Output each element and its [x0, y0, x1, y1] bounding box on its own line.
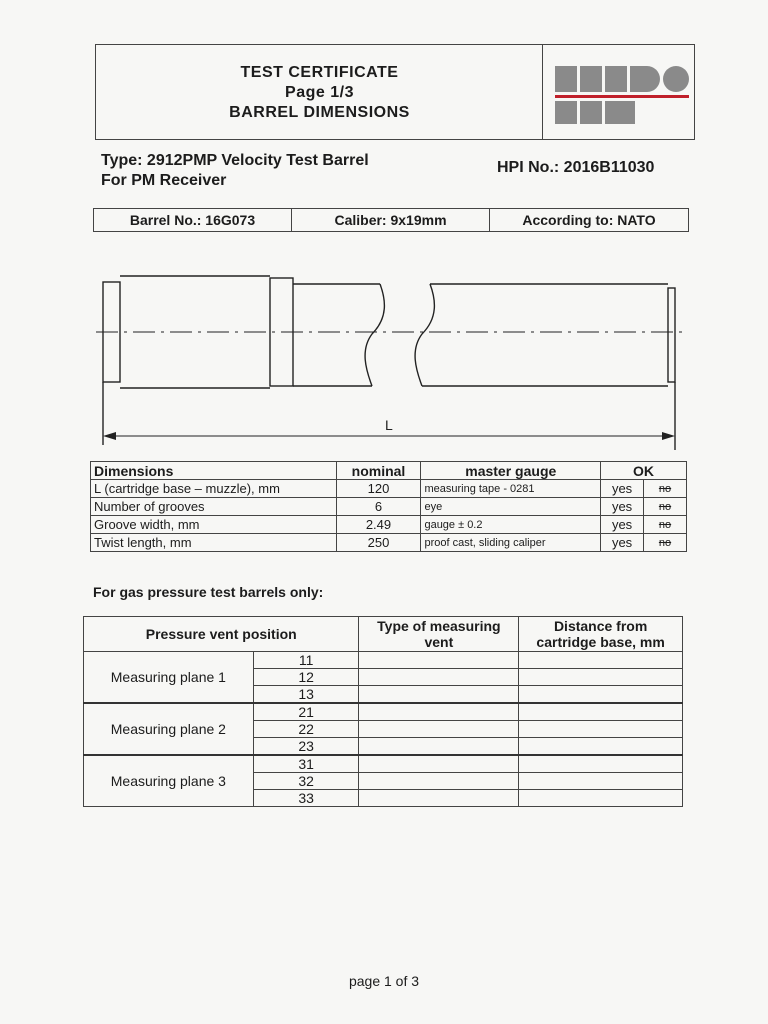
vent-number: 32 [253, 773, 359, 790]
nominal-value: 120 [336, 480, 421, 498]
table-row [91, 480, 687, 498]
measuring-plane-label: Measuring plane 1 [84, 652, 254, 704]
ok-header: OK [601, 462, 687, 480]
receiver-type: For PM Receiver [101, 172, 227, 189]
info-row [93, 208, 689, 232]
gas-pressure-table [83, 616, 683, 807]
ok-yes: yes [601, 534, 644, 552]
gas-section-label: For gas pressure test barrels only: [93, 584, 324, 600]
table-row [91, 534, 687, 552]
according-to: According to: NATO [522, 212, 656, 228]
vent-number: 33 [253, 790, 359, 807]
table-row [84, 652, 683, 669]
ok-no: no [644, 480, 687, 498]
dimension-name: Twist length, mm [91, 534, 337, 552]
dimensions-header: Dimensions [91, 462, 337, 480]
page-footer: page 1 of 3 [348, 973, 420, 989]
vent-type-header: Type of measuring vent [359, 617, 519, 652]
vent-number: 22 [253, 721, 359, 738]
vent-number: 23 [253, 738, 359, 756]
page-indicator: Page 1/3 [285, 84, 354, 101]
ok-no: no [644, 498, 687, 516]
certificate-title: TEST CERTIFICATE [240, 64, 399, 81]
header-divider [542, 44, 543, 140]
gauge-value: measuring tape - 0281 [421, 480, 601, 498]
logo-red-line [555, 95, 689, 98]
ok-yes: yes [601, 516, 644, 534]
dimensions-table [90, 461, 687, 552]
table-row [84, 755, 683, 773]
length-label: L [385, 417, 393, 433]
barrel-drawing [90, 260, 690, 460]
barrel-number: Barrel No.: 16G073 [94, 209, 292, 231]
gauge-value: proof cast, sliding caliper [421, 534, 601, 552]
document-subtitle: BARREL DIMENSIONS [229, 104, 410, 121]
vent-number: 11 [253, 652, 359, 669]
measuring-plane-label: Measuring plane 2 [84, 703, 254, 755]
barrel-type: Type: 2912PMP Velocity Test Barrel [101, 152, 369, 169]
vent-number: 12 [253, 669, 359, 686]
nominal-value: 2.49 [336, 516, 421, 534]
hpi-number: HPI No.: 2016B11030 [497, 159, 655, 176]
caliber: Caliber: 9x19mm [292, 209, 490, 231]
ok-yes: yes [601, 498, 644, 516]
ok-no: no [644, 516, 687, 534]
dimension-name: L (cartridge base – muzzle), mm [91, 480, 337, 498]
table-row [91, 498, 687, 516]
nominal-header: nominal [336, 462, 421, 480]
vent-position-header: Pressure vent position [84, 617, 359, 652]
vent-number: 13 [253, 686, 359, 704]
nominal-value: 6 [336, 498, 421, 516]
gauge-value: gauge ± 0.2 [421, 516, 601, 534]
master-gauge-header: master gauge [421, 462, 601, 480]
hpi-logo [555, 66, 689, 124]
nominal-value: 250 [336, 534, 421, 552]
table-row [84, 703, 683, 721]
dimension-name: Number of grooves [91, 498, 337, 516]
measuring-plane-label: Measuring plane 3 [84, 755, 254, 807]
gauge-value: eye [421, 498, 601, 516]
distance-header: Distance from cartridge base, mm [519, 617, 683, 652]
vent-number: 21 [253, 703, 359, 721]
table-row [91, 516, 687, 534]
ok-no: no [644, 534, 687, 552]
dimension-name: Groove width, mm [91, 516, 337, 534]
ok-yes: yes [601, 480, 644, 498]
vent-number: 31 [253, 755, 359, 773]
